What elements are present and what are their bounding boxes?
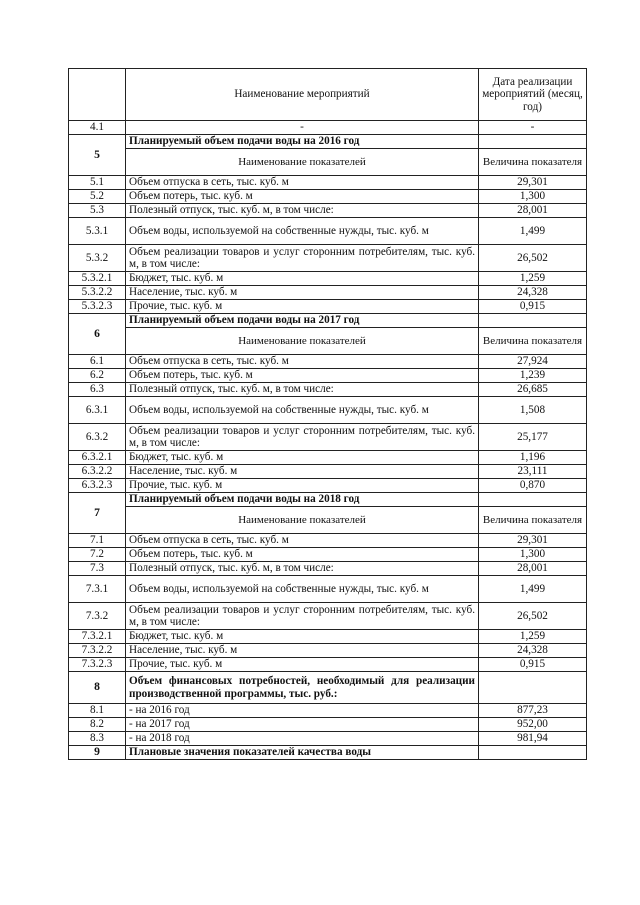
row-num: 5.1: [69, 176, 126, 190]
row-value: 1,259: [479, 630, 587, 644]
row-value: 0,870: [479, 479, 587, 493]
row-num: 7.3.2.1: [69, 630, 126, 644]
row-num: 6.3: [69, 383, 126, 397]
row-value: 952,00: [479, 718, 587, 732]
section-heading-row: [69, 493, 587, 507]
section-2018: [69, 493, 587, 672]
header-num-cell: [69, 69, 126, 121]
row-value: 26,685: [479, 383, 587, 397]
row-num: 4.1: [69, 121, 126, 135]
table-row: [69, 718, 587, 732]
table-row: [69, 479, 587, 493]
column-name-label: Наименование показателей: [126, 328, 479, 355]
table-row: [69, 603, 587, 630]
header-name-label: Наименование мероприятий: [126, 69, 479, 121]
section-empty-cell: [479, 672, 587, 704]
row-name: Объем воды, используемой на собственные нужды, тыс. куб. м: [126, 218, 479, 245]
row-value: 25,177: [479, 424, 587, 451]
section-num: 6: [69, 314, 126, 355]
table-row: [69, 562, 587, 576]
section-title: Плановые значения показателей качества воды: [126, 746, 479, 760]
row-name: Объем потерь, тыс. куб. м: [126, 548, 479, 562]
table-row: [69, 548, 587, 562]
table-row: [69, 355, 587, 369]
row-value: 1,259: [479, 272, 587, 286]
table-row: [69, 204, 587, 218]
section-empty-cell: [479, 135, 587, 149]
row-value: 26,502: [479, 603, 587, 630]
column-value-label: Величина показателя: [479, 328, 587, 355]
row-num: 6.3.2.1: [69, 451, 126, 465]
row-value: 24,328: [479, 644, 587, 658]
section-empty-cell: [479, 314, 587, 328]
row-name: Полезный отпуск, тыс. куб. м, в том числе:: [126, 383, 479, 397]
table-row: [69, 451, 587, 465]
row-value: 877,23: [479, 704, 587, 718]
row-name: Население, тыс. куб. м: [126, 644, 479, 658]
row-num: 8.3: [69, 732, 126, 746]
row-name: Полезный отпуск, тыс. куб. м, в том числе:: [126, 562, 479, 576]
row-name: Объем реализации товаров и услуг сторонним потребителям, тыс. куб. м, в том числе:: [126, 245, 479, 272]
section-num: 8: [69, 672, 126, 704]
table-row: [69, 245, 587, 272]
section-empty-cell: [479, 493, 587, 507]
row-value: 1,300: [479, 190, 587, 204]
row-num: 8.2: [69, 718, 126, 732]
row-name: Объем реализации товаров и услуг сторонним потребителям, тыс. куб. м, в том числе:: [126, 424, 479, 451]
row-num: 6.3.1: [69, 397, 126, 424]
production-program-table: [68, 68, 587, 760]
column-name-label: Наименование показателей: [126, 507, 479, 534]
row-name: Объем отпуска в сеть, тыс. куб. м: [126, 176, 479, 190]
row-num: 5.3.2.1: [69, 272, 126, 286]
column-header-row: [69, 149, 587, 176]
section-num: 5: [69, 135, 126, 176]
row-num: 7.3.2: [69, 603, 126, 630]
row-value: 29,301: [479, 176, 587, 190]
section-finance: [69, 672, 587, 704]
column-value-label: Величина показателя: [479, 149, 587, 176]
section-num: 7: [69, 493, 126, 534]
table-row: [69, 286, 587, 300]
table-row: [69, 397, 587, 424]
table-row: [69, 190, 587, 204]
row-num: 5.2: [69, 190, 126, 204]
column-header-row: [69, 328, 587, 355]
table-row: [69, 272, 587, 286]
table-row: [69, 300, 587, 314]
row-value: 1,499: [479, 576, 587, 603]
table-row: [69, 658, 587, 672]
row-num: 8.1: [69, 704, 126, 718]
table-row: [69, 383, 587, 397]
row-num: 5.3.2.2: [69, 286, 126, 300]
table-row: [69, 704, 587, 718]
row-name: Объем отпуска в сеть, тыс. куб. м: [126, 534, 479, 548]
row-name: Объем воды, используемой на собственные нужды, тыс. куб. м: [126, 576, 479, 603]
row-name: Объем потерь, тыс. куб. м: [126, 190, 479, 204]
row-value: 28,001: [479, 562, 587, 576]
row-num: 5.3.2: [69, 245, 126, 272]
row-value: 27,924: [479, 355, 587, 369]
table-row: [69, 630, 587, 644]
row-name: - на 2016 год: [126, 704, 479, 718]
section-heading-row: [69, 746, 587, 760]
table-row: [69, 576, 587, 603]
row-num: 7.3.1: [69, 576, 126, 603]
row-name: Бюджет, тыс. куб. м: [126, 272, 479, 286]
section-2017: [69, 314, 587, 493]
row-value: 1,196: [479, 451, 587, 465]
section-title: Планируемый объем подачи воды на 2017 год: [126, 314, 479, 328]
row-num: 5.3.2.3: [69, 300, 126, 314]
row-num: 6.3.2: [69, 424, 126, 451]
section-title: Планируемый объем подачи воды на 2016 год: [126, 135, 479, 149]
section-heading-row: [69, 135, 587, 149]
row-name: Объем воды, используемой на собственные нужды, тыс. куб. м: [126, 397, 479, 424]
row-num: 7.3.2.3: [69, 658, 126, 672]
row-value: 24,328: [479, 286, 587, 300]
section-heading-row: [69, 314, 587, 328]
table-row: [69, 534, 587, 548]
row-name: Полезный отпуск, тыс. куб. м, в том числе:: [126, 204, 479, 218]
row-value: 0,915: [479, 658, 587, 672]
row-value: 1,499: [479, 218, 587, 245]
row-name: Прочие, тыс. куб. м: [126, 300, 479, 314]
row-num: 6.3.2.2: [69, 465, 126, 479]
section-quality: [69, 746, 587, 760]
header-date-label: Дата реализации мероприятий (месяц, год): [479, 69, 587, 121]
row-num: 7.2: [69, 548, 126, 562]
table-row: [69, 732, 587, 746]
row-num: 7.3.2.2: [69, 644, 126, 658]
row-value: 981,94: [479, 732, 587, 746]
row-num: 6.1: [69, 355, 126, 369]
section-2016: [69, 135, 587, 314]
row-num: 6.3.2.3: [69, 479, 126, 493]
table-row: [69, 121, 587, 135]
table-header-row: [69, 69, 587, 121]
table-row: [69, 465, 587, 479]
column-name-label: Наименование показателей: [126, 149, 479, 176]
table-row: [69, 369, 587, 383]
finance-rows: [69, 704, 587, 746]
row-name: Прочие, тыс. куб. м: [126, 479, 479, 493]
row-value: 28,001: [479, 204, 587, 218]
row-value: 26,502: [479, 245, 587, 272]
row-value: 29,301: [479, 534, 587, 548]
row-num: 7.3: [69, 562, 126, 576]
row-num: 5.3.1: [69, 218, 126, 245]
table-row: [69, 176, 587, 190]
section-heading-row: [69, 672, 587, 704]
row-name: Объем отпуска в сеть, тыс. куб. м: [126, 355, 479, 369]
row-name: Бюджет, тыс. куб. м: [126, 630, 479, 644]
row-name: - на 2018 год: [126, 732, 479, 746]
column-header-row: [69, 507, 587, 534]
row-name: -: [126, 121, 479, 135]
row-value: 1,508: [479, 397, 587, 424]
column-value-label: Величина показателя: [479, 507, 587, 534]
row-value: 0,915: [479, 300, 587, 314]
row-num: 5.3: [69, 204, 126, 218]
row-name: Объем потерь, тыс. куб. м: [126, 369, 479, 383]
row-value: 1,300: [479, 548, 587, 562]
row-value: 23,111: [479, 465, 587, 479]
row-name: Бюджет, тыс. куб. м: [126, 451, 479, 465]
table-row: [69, 218, 587, 245]
section-title: Планируемый объем подачи воды на 2018 год: [126, 493, 479, 507]
section-empty-cell: [479, 746, 587, 760]
row-value: 1,239: [479, 369, 587, 383]
row-name: - на 2017 год: [126, 718, 479, 732]
section-title: Объем финансовых потребностей, необходимый для реализации производственной программы, тыс. руб.:: [126, 672, 479, 704]
row-name: Население, тыс. куб. м: [126, 465, 479, 479]
row-num: 7.1: [69, 534, 126, 548]
row-name: Прочие, тыс. куб. м: [126, 658, 479, 672]
row-value: -: [479, 121, 587, 135]
table-row: [69, 644, 587, 658]
row-name: Объем реализации товаров и услуг сторонним потребителям, тыс. куб. м, в том числе:: [126, 603, 479, 630]
row-num: 6.2: [69, 369, 126, 383]
section-num: 9: [69, 746, 126, 760]
row-name: Население, тыс. куб. м: [126, 286, 479, 300]
table-row: [69, 424, 587, 451]
